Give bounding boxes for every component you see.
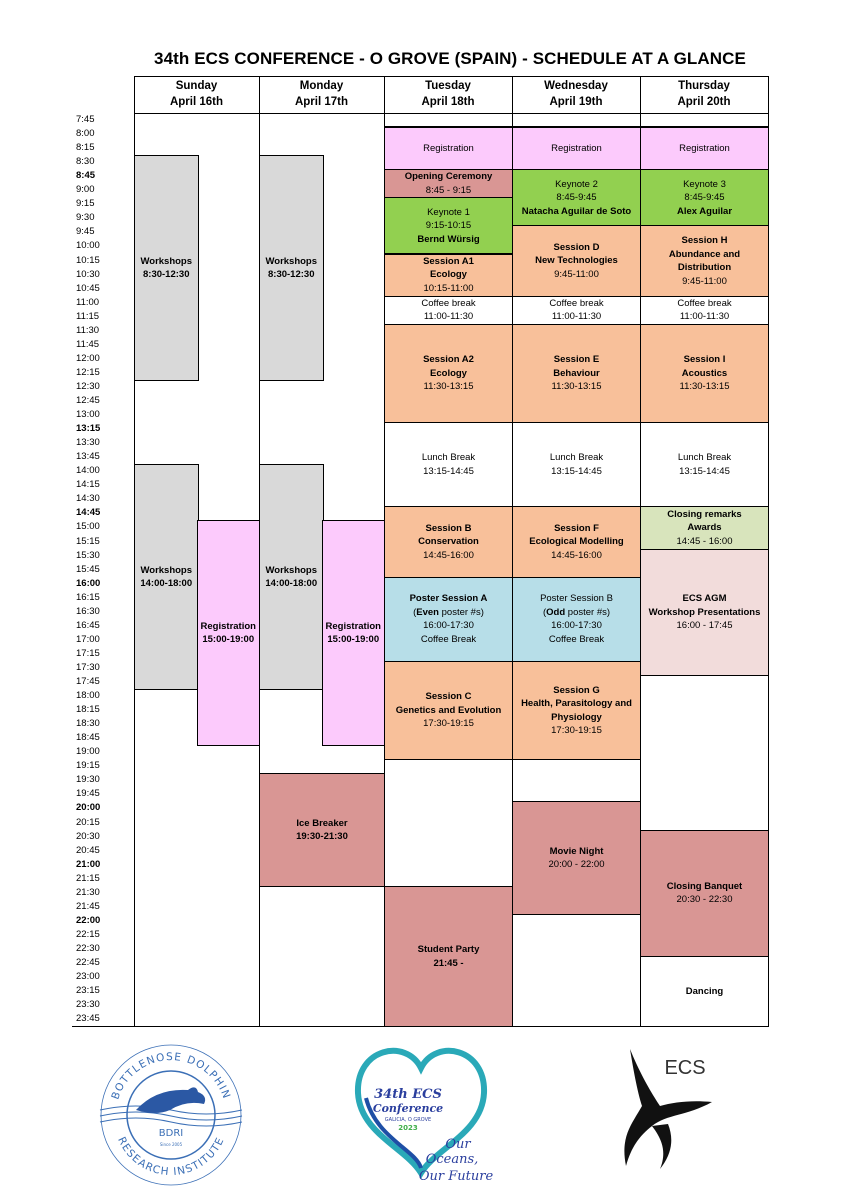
event-text: New Technologies [535,255,618,267]
schedule-event [134,155,199,381]
time-label: 16:15 [76,591,100,603]
event-text: 17:30-19:15 [423,718,474,730]
event-text: 13:15-14:45 [679,465,730,477]
time-label: 22:45 [76,957,100,968]
event-text: 8:45-9:45 [684,192,725,204]
event-text: Poster Session B [540,593,613,605]
event-text: 11:30-13:15 [679,381,730,393]
schedule-event [259,773,385,886]
event-text: Movie Night [549,845,604,857]
svg-text:RESEARCH INSTITUTE: RESEARCH INSTITUTE [115,1135,227,1179]
schedule-event [640,506,769,549]
schedule-event [512,914,641,1027]
time-label: 16:00 [76,577,101,589]
event-text: Ecological Modelling [529,536,624,548]
event-text: 13:15-14:45 [423,465,474,477]
event-text: Coffee Break [420,633,477,645]
event-text: 14:00-18:00 [265,578,318,590]
time-label: 10:15 [76,254,100,266]
time-label: 12:00 [76,352,100,364]
time-label: 15:45 [76,563,100,575]
ecs-logo [612,1044,722,1174]
event-text: Registration [679,142,730,154]
time-label: 12:30 [76,380,100,392]
day-name: Tuesday [425,80,471,92]
time-label: 18:15 [76,704,100,716]
schedule-event [640,169,769,226]
event-text: (Odd poster #s) [542,606,611,618]
time-label: 20:00 [76,802,101,814]
event-text: 9:45-11:00 [554,268,599,280]
event-text: 8:30-12:30 [143,269,190,281]
schedule-event [384,324,513,423]
schedule-event [512,127,641,170]
event-text: 9:15-10:15 [425,220,472,232]
schedule-event [512,506,641,577]
time-label: 12:45 [76,395,100,406]
svg-text:2023: 2023 [398,1124,418,1132]
schedule-event [640,296,769,325]
day-name: Thursday [678,80,730,92]
schedule-event [640,127,769,170]
time-label: 17:45 [76,676,100,687]
schedule-event [640,830,769,957]
event-text: 17:30-19:15 [551,725,602,737]
time-label: 23:00 [76,971,100,983]
time-label: 16:30 [76,605,100,617]
time-label: 14:15 [76,479,100,491]
event-text: Abundance and [668,248,741,260]
event-text: Opening Ceremony [404,171,493,183]
time-label: 13:00 [76,409,100,421]
time-label: 23:30 [76,999,100,1011]
event-text: Registration [325,620,381,632]
event-text: 11:00-11:30 [551,311,602,323]
event-text: Awards [687,522,722,534]
event-text: 11:00-11:30 [679,311,730,323]
time-label: 21:15 [76,872,100,884]
time-label: 9:30 [76,212,95,224]
event-text: Genetics and Evolution [395,704,502,716]
event-text: Session C [425,691,472,703]
time-label: 10:45 [76,282,100,294]
schedule-event [512,324,641,423]
event-text: 14:45 - 16:00 [676,535,733,547]
day-date: April 18th [421,96,475,108]
day-header [384,78,512,110]
schedule-event [512,296,641,325]
schedule-event [512,661,641,760]
schedule-event [259,464,324,690]
time-label: 22:30 [76,942,100,954]
schedule-event [384,577,513,662]
event-text: 10:15-11:00 [423,282,474,294]
event-text: Student Party [417,944,480,955]
time-label: 14:30 [76,493,100,505]
day-date: April 16th [169,96,224,108]
event-text: 14:45-16:00 [551,549,602,561]
svg-text:34th ECS: 34th ECS [374,1087,442,1102]
svg-text:Our: Our [445,1137,471,1152]
event-text: Distribution [677,262,732,274]
time-label: 9:45 [76,226,95,238]
event-text: Coffee break [549,297,604,309]
event-text: Coffee Break [548,633,605,645]
event-text: Session A1 [423,255,474,267]
event-text: Session B [425,522,472,534]
event-text: ECS AGM [682,593,727,605]
event-text: Lunch Break [549,452,604,464]
schedule-event [322,520,386,746]
time-label: 9:00 [76,184,95,196]
event-text: Natacha Aguilar de Soto [521,205,632,217]
schedule-event [384,506,513,577]
event-text: 16:00-17:30 [423,620,474,632]
time-label: 14:00 [76,465,100,477]
schedule-event [384,169,513,198]
time-label: 18:45 [76,732,100,744]
schedule-event [384,886,513,1028]
time-label: 9:15 [76,198,95,210]
day-date: April 20th [677,96,731,108]
time-label: 19:15 [76,760,100,772]
schedule-event [640,675,769,831]
day-header [512,78,640,110]
svg-text:BOTTLENOSE DOLPHIN: BOTTLENOSE DOLPHIN [109,1050,233,1102]
event-text: Dancing [685,985,724,997]
conference-logo [346,1038,496,1188]
event-text: Ecology [430,269,467,281]
time-label: 10:30 [76,268,100,280]
event-text: Acoustics [681,367,728,379]
event-text: 8:30-12:30 [268,269,315,281]
time-label: 22:15 [76,928,100,940]
event-text: 8:45 - 9:15 [425,184,472,196]
schedule-event [259,155,324,381]
day-header [134,78,259,110]
event-text: 16:00-17:30 [551,620,602,632]
time-label: 18:30 [76,718,100,730]
event-text: Physiology [551,711,602,723]
event-text: 13:15-14:45 [551,465,602,477]
svg-text:Since 2005: Since 2005 [159,1142,183,1147]
time-label: 20:45 [76,844,100,856]
event-text: Registration [551,142,602,154]
event-text: Session D [553,241,600,253]
day-name: Wednesday [544,80,608,92]
time-label: 11:45 [76,338,100,350]
event-text: Session F [554,522,599,534]
time-label: 19:45 [76,788,100,800]
day-date: April 19th [549,96,603,108]
time-label: 13:45 [76,451,100,463]
time-label: 21:45 [76,900,100,912]
event-text: Closing Banquet [666,880,743,892]
time-label: 14:45 [76,507,101,519]
time-label: 15:00 [76,521,100,533]
schedule-event [640,225,769,296]
event-text: Registration [423,142,474,154]
schedule-event [134,464,199,690]
event-text: 8:45-9:45 [556,192,597,204]
time-label: 8:00 [76,128,95,140]
event-text: Coffee break [421,297,476,309]
event-text: Workshops [140,564,193,576]
event-text: Keynote 1 [427,206,470,218]
schedule-event [640,956,769,1027]
schedule-event [512,225,641,296]
time-label: 8:15 [76,142,95,154]
event-text: Workshops [265,564,318,576]
event-text: 15:00-19:00 [327,634,380,646]
schedule-event [512,169,641,226]
event-text: Session A2 [423,354,474,366]
schedule-event [640,422,769,507]
event-text: Health, Parasitology and [521,698,632,710]
event-text: 9:45-11:00 [682,275,727,287]
event-text: 16:00 - 17:45 [676,620,733,632]
schedule-event [512,577,641,662]
time-label: 13:30 [76,437,100,449]
svg-text:Oceans,: Oceans, [425,1152,479,1167]
schedule-event [384,254,513,297]
event-text: Session G [553,684,600,696]
time-label: 8:30 [76,156,95,168]
time-label: 10:00 [76,240,100,252]
event-text: 15:00-19:00 [202,634,255,646]
schedule-event [197,520,261,746]
time-label: 7:45 [76,114,95,125]
grid-line [134,113,768,114]
bdri-logo [96,1040,246,1190]
time-label: 18:00 [76,690,100,702]
event-text: Registration [200,620,256,632]
event-text: 11:00-11:30 [423,311,474,323]
event-text: 19:30-21:30 [296,831,348,843]
event-text: Closing remarks [667,508,742,520]
schedule-event [384,197,513,254]
event-text: Workshop Presentations [648,606,761,618]
time-label: 11:15 [76,310,100,322]
svg-text:Conference: Conference [372,1102,444,1115]
schedule-event [640,324,769,423]
schedule-event [384,127,513,170]
time-label: 20:30 [76,830,100,842]
svg-text:BDRI: BDRI [158,1128,184,1139]
time-label: 13:15 [76,423,101,435]
event-text: Keynote 2 [555,178,598,190]
event-text: Bernd Würsig [417,233,480,245]
event-text: Lunch Break [677,452,732,464]
event-text: Ice Breaker [296,817,348,829]
time-label: 19:30 [76,774,100,786]
event-text: Conservation [418,536,479,548]
event-text: (Even poster #s) [413,606,484,618]
event-text: Poster Session A [409,593,488,605]
time-label: 11:30 [76,324,100,336]
page-title: 34th ECS CONFERENCE - O GROVE (SPAIN) - SCHEDULE AT A GLANCE [154,49,746,68]
svg-text:ECS: ECS [664,1057,706,1079]
event-text: 14:00-18:00 [140,578,193,590]
day-header [259,78,384,110]
day-header [640,78,768,110]
day-name: Sunday [175,80,218,92]
schedule-event [512,801,641,914]
event-text: Ecology [430,367,467,379]
event-text: Session I [683,354,726,366]
day-date: April 17th [294,96,349,108]
event-text: Session H [681,235,728,247]
time-label: 17:30 [76,661,100,673]
event-text: Workshops [140,255,193,267]
day-name: Monday [299,80,344,92]
time-label: 21:00 [76,858,101,870]
event-text: Workshops [265,255,318,267]
time-label: 11:00 [76,296,100,308]
event-text: 11:30-13:15 [551,381,602,393]
schedule-event [512,422,641,507]
time-label: 8:45 [76,170,96,182]
time-label: 17:15 [76,647,100,659]
time-label: 20:15 [76,816,100,828]
grid-line [134,76,768,77]
time-label: 16:45 [76,619,100,631]
event-text: 14:45-16:00 [423,549,474,561]
schedule-event [640,549,769,676]
time-label: 15:30 [76,549,100,561]
event-text: Alex Aguilar [676,205,733,217]
svg-text:GALICIA, O GROVE: GALICIA, O GROVE [384,1117,432,1123]
schedule-event [512,759,641,802]
event-text: Keynote 3 [683,178,726,190]
event-text: Session E [553,354,600,366]
event-text: Coffee break [677,297,732,309]
time-label: 21:30 [76,886,100,898]
time-label: 23:15 [76,985,100,997]
event-text: 20:30 - 22:30 [676,894,733,906]
time-label: 22:00 [76,914,101,926]
event-text: 21:45 - [433,957,464,969]
time-label: 12:15 [76,366,100,378]
schedule-event [384,422,513,507]
time-label: 19:00 [76,746,100,758]
schedule-event [384,759,513,886]
schedule-event [384,296,513,325]
time-label: 15:15 [76,535,100,547]
time-label: 23:45 [76,1013,100,1025]
event-text: 11:30-13:15 [423,381,474,393]
event-text: Lunch Break [421,452,476,464]
schedule-event [384,661,513,760]
time-label: 17:00 [76,633,100,645]
svg-text:Our Future: Our Future [418,1169,494,1184]
event-text: Behaviour [553,367,600,379]
event-text: 20:00 - 22:00 [548,859,605,871]
